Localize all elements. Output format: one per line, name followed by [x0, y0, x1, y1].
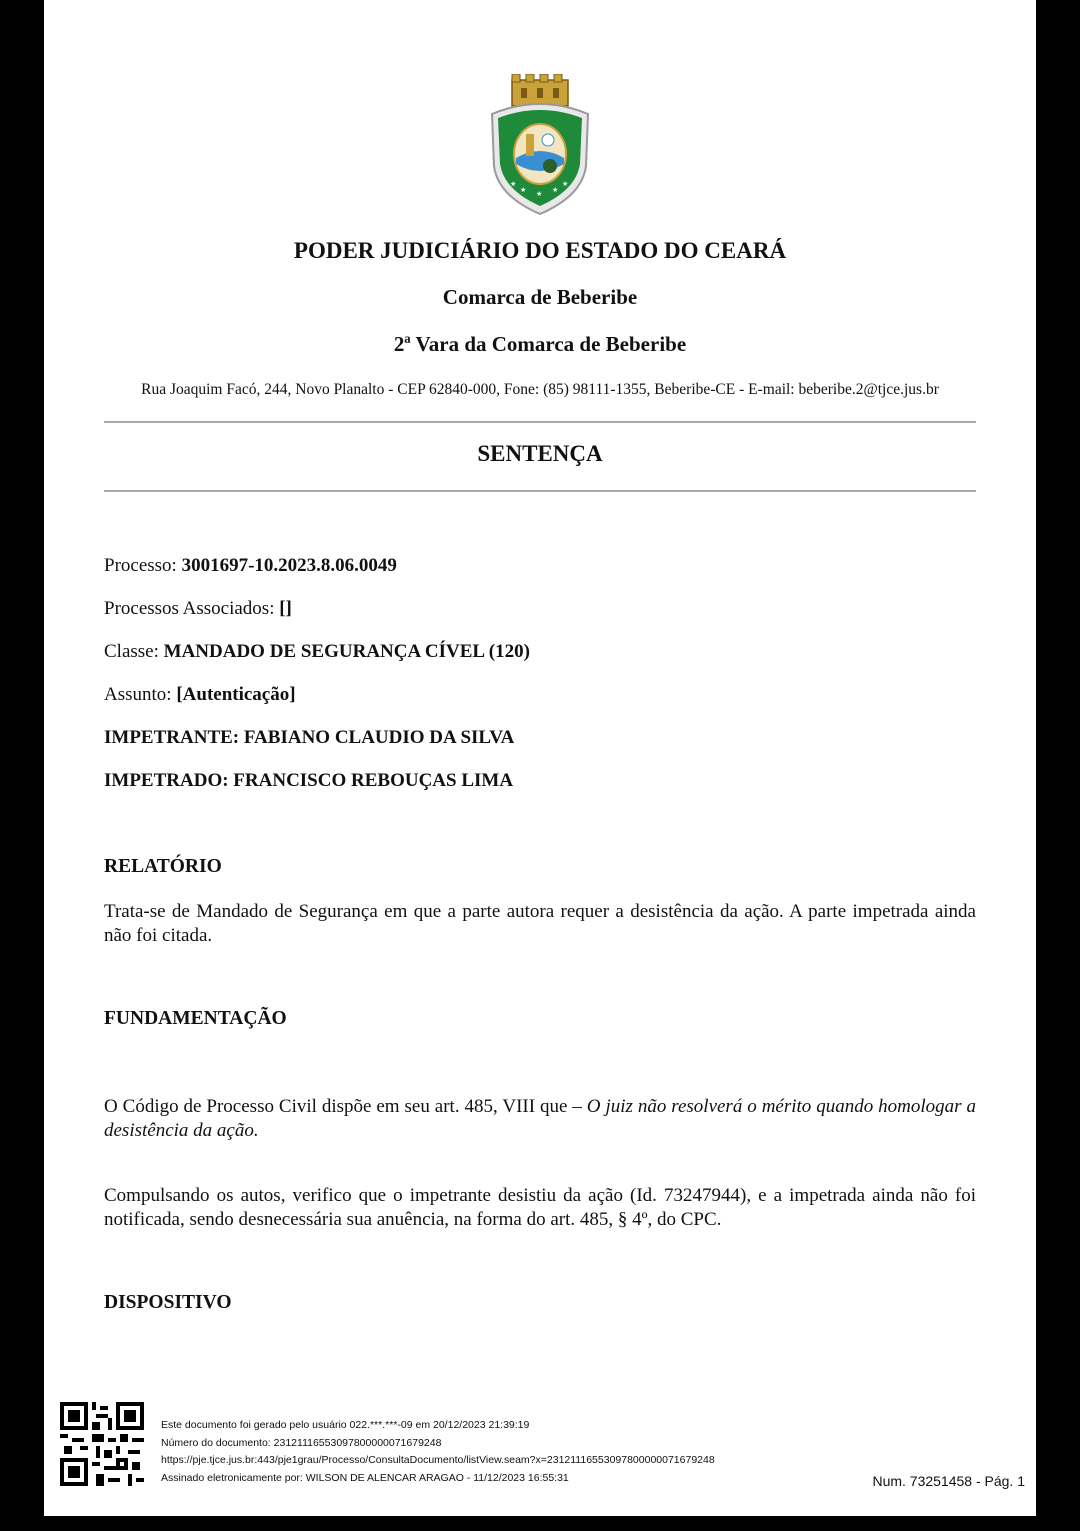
court-address: Rua Joaquim Facó, 244, Novo Planalto - CEP 62840-000, Fone: (85) 98111-1355, Beberibe-CE - E-mail: beberibe.2@tjce.jus.br — [141, 381, 939, 398]
divider-bottom — [104, 490, 976, 492]
associados-field — [104, 598, 292, 620]
fund-p1-text: O Código de Processo Civil dispõe em seu art. 485, VIII que – — [104, 1096, 587, 1117]
fund-p1-quote: O juiz não resolverá o mérito quando homologar a desistência da ação. — [104, 1096, 977, 1141]
qr-code-icon — [60, 1402, 144, 1486]
division-name: 2ª Vara da Comarca de Beberibe — [393, 332, 687, 356]
fundamentacao-heading: FUNDAMENTAÇÃO — [104, 1008, 287, 1029]
processo-number: 3001697-10.2023.8.06.0049 — [181, 555, 397, 576]
court-name: PODER JUDICIÁRIO DO ESTADO DO CEARÁ — [293, 238, 787, 263]
processo-label: Processo: — [104, 555, 182, 576]
associados-value: [] — [279, 598, 292, 619]
processo-field — [104, 555, 397, 577]
document-title: SENTENÇA — [477, 441, 603, 466]
fundamentacao-paragraph-2: Compulsando os autos, verifico que o impetrante desistiu da ação (Id. 73247944), e a impetrada ainda não foi notificada, sendo desnecessária sua anuência, na forma do art. 485, § 4º, do CPC. — [104, 1185, 976, 1230]
document-page — [44, 0, 1036, 1516]
svg-text:★: ★ — [562, 180, 569, 188]
classe-label: Classe: — [104, 641, 164, 662]
classe-value: MANDADO DE SEGURANÇA CÍVEL (120) — [163, 641, 530, 662]
svg-text:★: ★ — [536, 190, 543, 198]
svg-text:★: ★ — [520, 186, 527, 194]
associados-label: Processos Associados: — [104, 598, 280, 619]
ceara-coat-of-arms-icon — [486, 74, 594, 216]
assunto-field — [104, 684, 296, 706]
footer-url[interactable]: https://pje.tjce.jus.br:443/pje1grau/Processo/ConsultaDocumento/listView.seam?x=23121116553097800000071679248 — [161, 1454, 715, 1466]
relatorio-heading: RELATÓRIO — [104, 856, 222, 877]
divider-top — [104, 421, 976, 423]
footer-signature: Assinado eletronicamente por: WILSON DE ALENCAR ARAGAO - 11/12/2023 16:55:31 — [161, 1471, 569, 1484]
impetrante-field: IMPETRANTE: FABIANO CLAUDIO DA SILVA — [104, 727, 515, 748]
svg-text:★: ★ — [552, 186, 559, 194]
footer-generated: Este documento foi gerado pelo usuário 022.***.***-09 em 20/12/2023 21:39:19 — [161, 1419, 530, 1431]
fundamentacao-paragraph-1 — [104, 1095, 976, 1143]
dispositivo-heading: DISPOSITIVO — [104, 1292, 232, 1313]
assunto-label: Assunto: — [104, 684, 177, 705]
footer-document-number: Número do documento: 23121116553097800000071679248 — [161, 1436, 442, 1449]
svg-text:★: ★ — [510, 180, 517, 188]
classe-field — [104, 641, 530, 663]
footer-metadata — [161, 1417, 715, 1487]
page-number: Num. 73251458 - Pág. 1 — [872, 1473, 1025, 1489]
relatorio-text: Trata-se de Mandado de Segurança em que a parte autora requer a desistência da ação. A parte impetrada ainda não foi citada. — [104, 901, 976, 946]
impetrado-field: IMPETRADO: FRANCISCO REBOUÇAS LIMA — [104, 770, 514, 791]
district-name: Comarca de Beberibe — [442, 285, 638, 309]
assunto-value: [Autenticação] — [176, 684, 296, 705]
